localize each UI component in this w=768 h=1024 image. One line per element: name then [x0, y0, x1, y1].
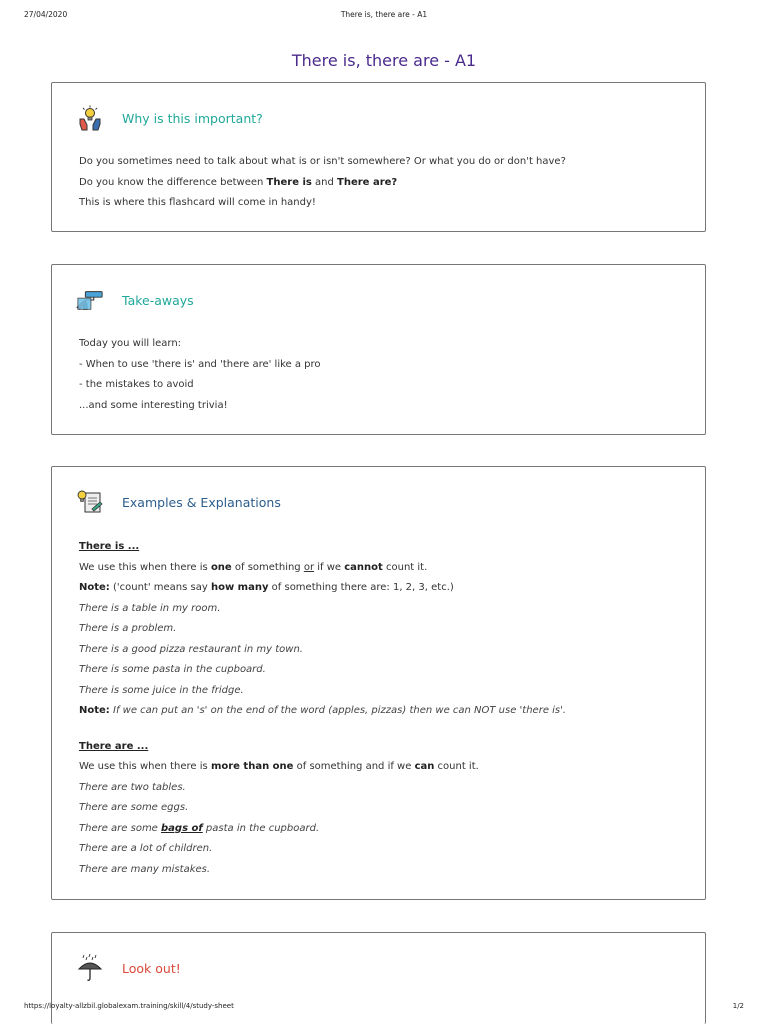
example-sentence: There are some eggs. — [79, 802, 189, 813]
list-item: - When to use 'there is' and 'there are' like a pro — [79, 358, 321, 370]
print-date: 27/04/2020 — [24, 10, 68, 19]
text-line: Do you sometimes need to talk about what is or isn't somewhere? Or what you do or don't have? — [79, 156, 566, 167]
takeaways-card — [51, 264, 706, 435]
text-line: Do you know the difference between There is and There are? — [79, 176, 398, 188]
example-sentence: There is a problem. — [79, 623, 177, 634]
example-sentence: There is a table in my room. — [79, 602, 221, 614]
umbrella-rain-icon — [76, 954, 104, 982]
why-important-card — [51, 82, 706, 232]
print-header-title: There is, there are - A1 — [340, 10, 428, 19]
paint-roller-icon — [76, 286, 104, 314]
list-item: ...and some interesting trivia! — [79, 399, 228, 411]
section-heading: There is ... — [79, 541, 140, 552]
example-sentence: There are many mistakes. — [79, 863, 211, 875]
print-footer-url: https://loyalty-allzbil.globalexam.training/skill/4/study-sheet — [24, 1002, 234, 1010]
card-title: Take-aways — [122, 292, 194, 308]
lightbulb-hands-icon — [76, 104, 104, 132]
card-header — [76, 103, 263, 133]
card-header — [76, 487, 281, 517]
card-header — [76, 953, 181, 983]
text-line: We use this when there is one of something or if we cannot count it. — [79, 561, 428, 573]
text-line: This is where this flashcard will come in handy! — [79, 197, 316, 208]
card-body — [79, 152, 685, 214]
card-header — [76, 285, 194, 315]
page-title: There is, there are - A1 — [291, 50, 477, 70]
example-sentence: There are two tables. — [79, 781, 186, 793]
example-sentence: There are a lot of children. — [79, 843, 213, 854]
example-sentence: There is some pasta in the cupboard. — [79, 664, 266, 675]
note-line: Note: If we can put an 's' on the end of the word (apples, pizzas) then we can NOT use 'there is'. — [79, 705, 567, 716]
section-heading: There are ... — [79, 740, 149, 752]
card-body — [79, 537, 685, 880]
list-item: - the mistakes to avoid — [79, 379, 194, 390]
text-line: We use this when there is more than one of something and if we can count it. — [79, 761, 479, 772]
card-title: Why is this important? — [122, 110, 263, 126]
text-line: Today you will learn: — [79, 338, 182, 349]
card-title: Examples & Explanations — [122, 494, 281, 510]
document-bulb-icon — [76, 488, 104, 516]
example-sentence: There are some bags of pasta in the cupboard. — [79, 822, 320, 834]
card-body — [79, 334, 685, 416]
lookout-card — [51, 932, 706, 1024]
example-sentence: There is some juice in the fridge. — [79, 684, 244, 696]
examples-card — [51, 466, 706, 900]
example-sentence: There is a good pizza restaurant in my town. — [79, 643, 303, 655]
print-page-number: 1/2 — [732, 1002, 744, 1010]
card-title: Look out! — [122, 960, 181, 976]
spacer — [79, 722, 685, 737]
text-line: Note: ('count' means say how many of something there are: 1, 2, 3, etc.) — [79, 582, 454, 593]
